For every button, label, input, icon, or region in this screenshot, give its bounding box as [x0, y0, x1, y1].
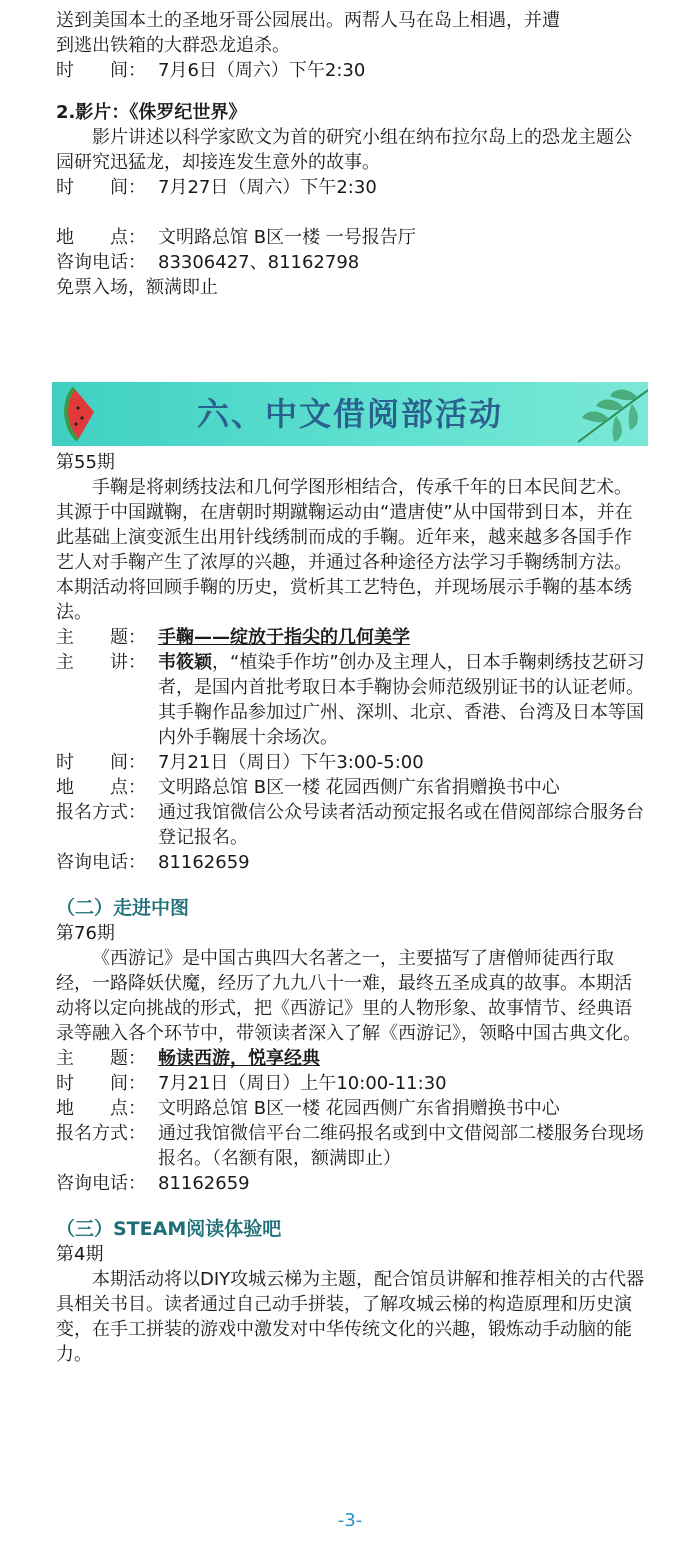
section2-signup-label: 报名方式： [56, 1123, 146, 1144]
section1-phone-row [56, 850, 648, 875]
section2-phone-value: 81162659 [158, 1173, 250, 1194]
section1-signup-row [56, 800, 648, 850]
film2-description: 影片讲述以科学家欧文为首的研究小组在纳布拉尔岛上的恐龙主题公园研究迅猛龙，却接连发生意外的故事。 [56, 127, 632, 173]
section2-place-label: 地 点： [56, 1098, 146, 1119]
section2-time-label: 时 间： [56, 1073, 146, 1094]
section2-signup-value: 通过我馆微信平台二维码报名或到中文借阅部二楼服务台现场报名。（名额有限，额满即止） [158, 1123, 644, 1169]
continued-line-1: 送到美国本土的圣地牙哥公园展出。两帮人马在岛上相遇，并遭 [56, 10, 560, 31]
section2-theme-value: 畅读西游，悦享经典 [158, 1048, 320, 1069]
section2-phone-label: 咨询电话： [56, 1173, 146, 1194]
film-place-row [56, 225, 648, 250]
section1-place-value: 文明路总馆 B区一楼 花园西侧广东省捐赠换书中心 [158, 777, 560, 798]
section1-phone-value: 81162659 [158, 852, 250, 873]
section1-time-label: 时 间： [56, 752, 146, 773]
section1-speaker-label: 主 讲： [56, 652, 146, 673]
section1-speaker-row [56, 650, 648, 750]
page-number: -3- [337, 1510, 363, 1531]
section2-theme-row [56, 1046, 648, 1071]
section2-place-value: 文明路总馆 B区一楼 花园西侧广东省捐赠换书中心 [158, 1098, 560, 1119]
section1-time-value: 7月21日（周日）下午3:00-5:00 [158, 752, 424, 773]
section1-place-row [56, 775, 648, 800]
section1-speaker-text [158, 650, 648, 750]
film2-time-label: 时 间： [56, 177, 146, 198]
free-entry-note: 免票入场，额满即止 [56, 277, 218, 298]
section1-theme-row [56, 625, 648, 650]
section-banner [52, 382, 648, 446]
section1-speaker-name: 韦筱颖 [158, 652, 212, 673]
film2-heading: 2.影片：《侏罗纪世界》 [56, 102, 247, 123]
section1-intro: 手鞠是将刺绣技法和几何学图形相结合，传承千年的日本民间艺术。其源于中国蹴鞠，在唐朝时期蹴鞠运动由“遣唐使”从中国带到日本，并在此基础上演变派生出用针线绣制而成的手鞠。近年来，越来越多各国手作艺人对手鞠产生了浓厚的兴趣，并通过各种途径方法学习手鞠绣制方法。本期活动将回顾手鞠的历史，赏析其工艺特色，并现场展示手鞠的基本绣法。 [56, 477, 633, 623]
film2-time-row [56, 175, 648, 200]
section2-intro: 《西游记》是中国古典四大名著之一，主要描写了唐僧师徒西行取经，一路降妖伏魔，经历了九九八十一难，最终五圣成真的故事。本期活动将以定向挑战的形式，把《西游记》里的人物形象、故事情节、经典语录等融入各个环节中，带领读者深入了解《西游记》，领略中国古典文化。 [56, 948, 641, 1044]
film1-time-row [56, 58, 648, 83]
section3-heading: （三）STEAM阅读体验吧 [56, 1218, 282, 1240]
section3-issue: 第4期 [56, 1244, 104, 1265]
section2-phone-row [56, 1171, 648, 1196]
film-phone-value: 83306427、81162798 [158, 252, 360, 273]
film-place-value: 文明路总馆 B区一楼 一号报告厅 [158, 227, 416, 248]
section1-time-row [56, 750, 648, 775]
section1-place-label: 地 点： [56, 777, 146, 798]
section1-speaker-desc: ，“植染手作坊”创办及主理人，日本手鞠刺绣技艺研习者，是国内首批考取日本手鞠协会师范级别证书的认证老师。其手鞠作品参加过广州、深圳、北京、香港、台湾及日本等国内外手鞠展十余场次。 [158, 652, 645, 748]
film2-time-value: 7月27日（周六）下午2:30 [158, 177, 377, 198]
section2-time-row [56, 1071, 648, 1096]
film1-time-label: 时 间： [56, 60, 146, 81]
section1-theme-label: 主 题： [56, 627, 146, 648]
section1-signup-label: 报名方式： [56, 802, 146, 823]
section2-theme-label: 主 题： [56, 1048, 146, 1069]
continued-line-2: 到逃出铁箱的大群恐龙追杀。 [56, 35, 290, 56]
section2-time-value: 7月21日（周日）上午10:00-11:30 [158, 1073, 447, 1094]
film-place-label: 地 点： [56, 227, 146, 248]
film-phone-row [56, 250, 648, 275]
film1-time-value: 7月6日（周六）下午2:30 [158, 60, 366, 81]
section2-heading: （二）走进中图 [56, 897, 190, 919]
section1-theme-value: 手鞠——绽放于指尖的几何美学 [158, 627, 410, 648]
section2-issue: 第76期 [56, 923, 115, 944]
page-content [56, 8, 648, 1367]
section2-place-row [56, 1096, 648, 1121]
section2-signup-row [56, 1121, 648, 1171]
banner-title: 六、中文借阅部活动 [196, 395, 503, 433]
film-phone-label: 咨询电话： [56, 252, 146, 273]
section3-intro: 本期活动将以DIY攻城云梯为主题，配合馆员讲解和推荐相关的古代器具相关书目。读者通过自己动手拼装，了解攻城云梯的构造原理和历史演变，在手工拼装的游戏中激发对中华传统文化的兴趣，锻炼动手动脑的能力。 [56, 1269, 645, 1365]
section1-signup-value: 通过我馆微信公众号读者活动预定报名或在借阅部综合服务台登记报名。 [158, 802, 644, 848]
section1-phone-label: 咨询电话： [56, 852, 146, 873]
section1-issue: 第55期 [56, 452, 115, 473]
